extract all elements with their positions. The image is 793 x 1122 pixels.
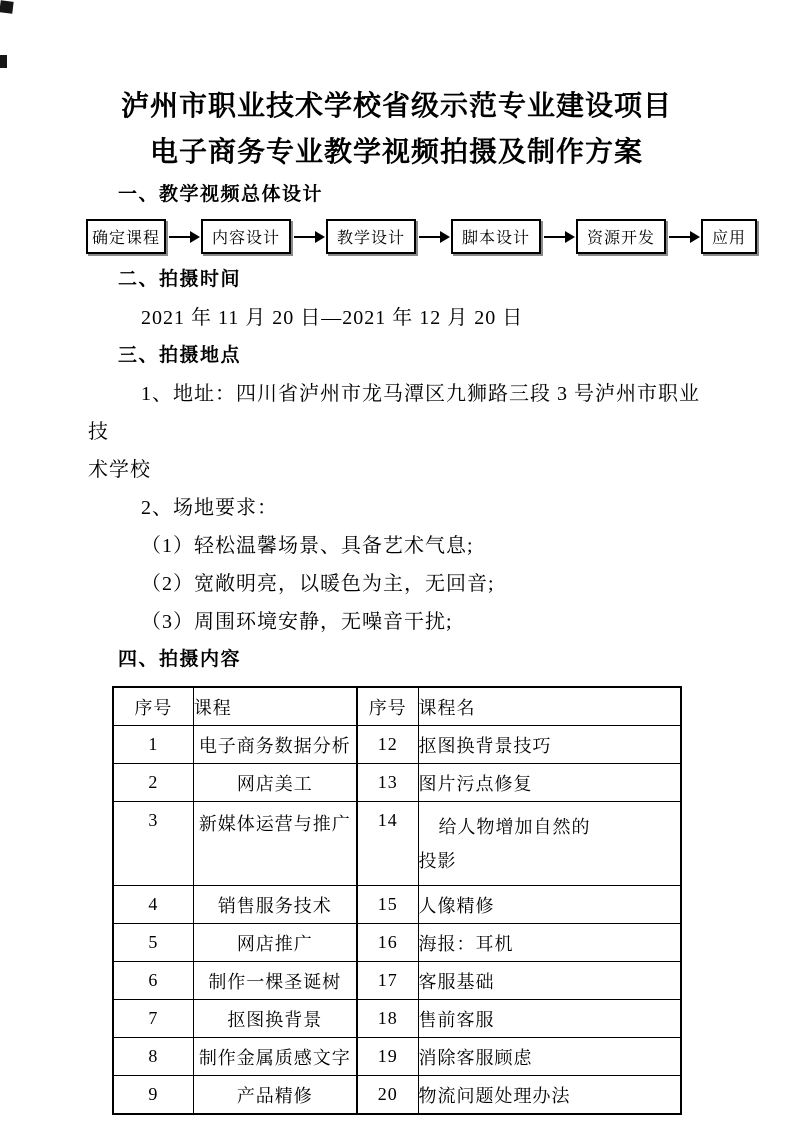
table-row (113, 1000, 681, 1038)
flow-step-6: 应用 (701, 219, 757, 254)
table-cell: 制作金属质感文字 (193, 1038, 357, 1076)
table-cell: 产品精修 (193, 1076, 357, 1115)
table-cell: 物流问题处理办法 (418, 1076, 681, 1115)
table-cell: 抠图换背景技巧 (418, 726, 681, 764)
table-cell: 3 (113, 802, 193, 886)
flow-step-3: 教学设计 (326, 219, 416, 254)
venue-requirements-heading: 2、场地要求： (141, 497, 278, 519)
table-cell: 售前客服 (418, 1000, 681, 1038)
table-cell: 13 (357, 764, 418, 802)
section-heading-shoot-time: 二、拍摄时间 (118, 269, 242, 290)
table-cell: 电子商务数据分析 (193, 726, 357, 764)
course-table (112, 686, 682, 1115)
section-heading-shoot-location: 三、拍摄地点 (118, 345, 242, 366)
table-cell (418, 802, 681, 886)
column-header: 课程 (193, 687, 357, 726)
section-heading-overall-design: 一、教学视频总体设计 (118, 184, 324, 205)
table-cell: 17 (357, 962, 418, 1000)
table-cell: 6 (113, 962, 193, 1000)
flowchart (86, 219, 757, 254)
table-header-row (113, 687, 681, 726)
document-body (0, 176, 793, 1115)
flow-arrow-icon (294, 236, 323, 238)
table-cell: 新媒体运营与推广 (193, 802, 357, 886)
document-title-line1: 泸州市职业技术学校省级示范专业建设项目 (120, 91, 672, 122)
course-table-body (113, 726, 681, 1115)
table-row (113, 764, 681, 802)
address-line-1: 1、地址：四川省泸州市龙马潭区九狮路三段 3 号泸州市职业技 (88, 383, 700, 443)
table-cell: 19 (357, 1038, 418, 1076)
table-cell: 2 (113, 764, 193, 802)
venue-requirement-1: （1）轻松温馨场景、具备艺术气息; (141, 535, 474, 557)
column-header: 序号 (113, 687, 193, 726)
flow-step-1: 确定课程 (86, 219, 166, 254)
table-row (113, 962, 681, 1000)
table-row (113, 1038, 681, 1076)
table-cell: 4 (113, 886, 193, 924)
table-cell: 制作一棵圣诞树 (193, 962, 357, 1000)
table-cell: 1 (113, 726, 193, 764)
document-title (60, 84, 733, 176)
section-heading-shoot-content: 四、拍摄内容 (118, 649, 242, 670)
column-header: 序号 (357, 687, 418, 726)
table-cell: 5 (113, 924, 193, 962)
venue-requirement-3: （3）周围环境安静，无噪音干扰; (141, 611, 453, 633)
table-cell: 15 (357, 886, 418, 924)
cell-line: 投影 (418, 851, 457, 871)
table-cell: 人像精修 (418, 886, 681, 924)
table-cell: 海报：耳机 (418, 924, 681, 962)
table-cell: 8 (113, 1038, 193, 1076)
table-cell: 抠图换背景 (193, 1000, 357, 1038)
flow-step-5: 资源开发 (576, 219, 666, 254)
scan-artifact-left-edge (0, 55, 7, 68)
flow-step-4: 脚本设计 (451, 219, 541, 254)
address-line-2: 术学校 (88, 459, 151, 481)
table-cell: 网店推广 (193, 924, 357, 962)
table-row (113, 726, 681, 764)
table-row (113, 924, 681, 962)
table-cell: 消除客服顾虑 (418, 1038, 681, 1076)
table-cell: 网店美工 (193, 764, 357, 802)
table-cell: 14 (357, 802, 418, 886)
flow-arrow-icon (669, 236, 698, 238)
cell-line: 给人物增加自然的 (438, 817, 591, 837)
table-cell: 7 (113, 1000, 193, 1038)
venue-requirement-2: （2）宽敞明亮，以暖色为主，无回音; (141, 573, 495, 595)
table-row (113, 802, 681, 886)
document-title-line2: 电子商务专业教学视频拍摄及制作方案 (149, 137, 643, 168)
flow-arrow-icon (419, 236, 448, 238)
table-cell: 20 (357, 1076, 418, 1115)
table-cell: 12 (357, 726, 418, 764)
flow-arrow-icon (169, 236, 198, 238)
shoot-time-text: 2021 年 11 月 20 日—2021 年 12 月 20 日 (141, 307, 524, 329)
table-cell: 客服基础 (418, 962, 681, 1000)
table-cell: 18 (357, 1000, 418, 1038)
table-cell: 图片污点修复 (418, 764, 681, 802)
column-header: 课程名 (418, 687, 681, 726)
table-row (113, 1076, 681, 1115)
table-cell: 16 (357, 924, 418, 962)
flow-step-2: 内容设计 (201, 219, 291, 254)
table-cell: 9 (113, 1076, 193, 1115)
table-row (113, 886, 681, 924)
scan-artifact-top-left (0, 0, 14, 13)
flow-arrow-icon (544, 236, 573, 238)
table-cell: 销售服务技术 (193, 886, 357, 924)
course-table-head (113, 687, 681, 726)
